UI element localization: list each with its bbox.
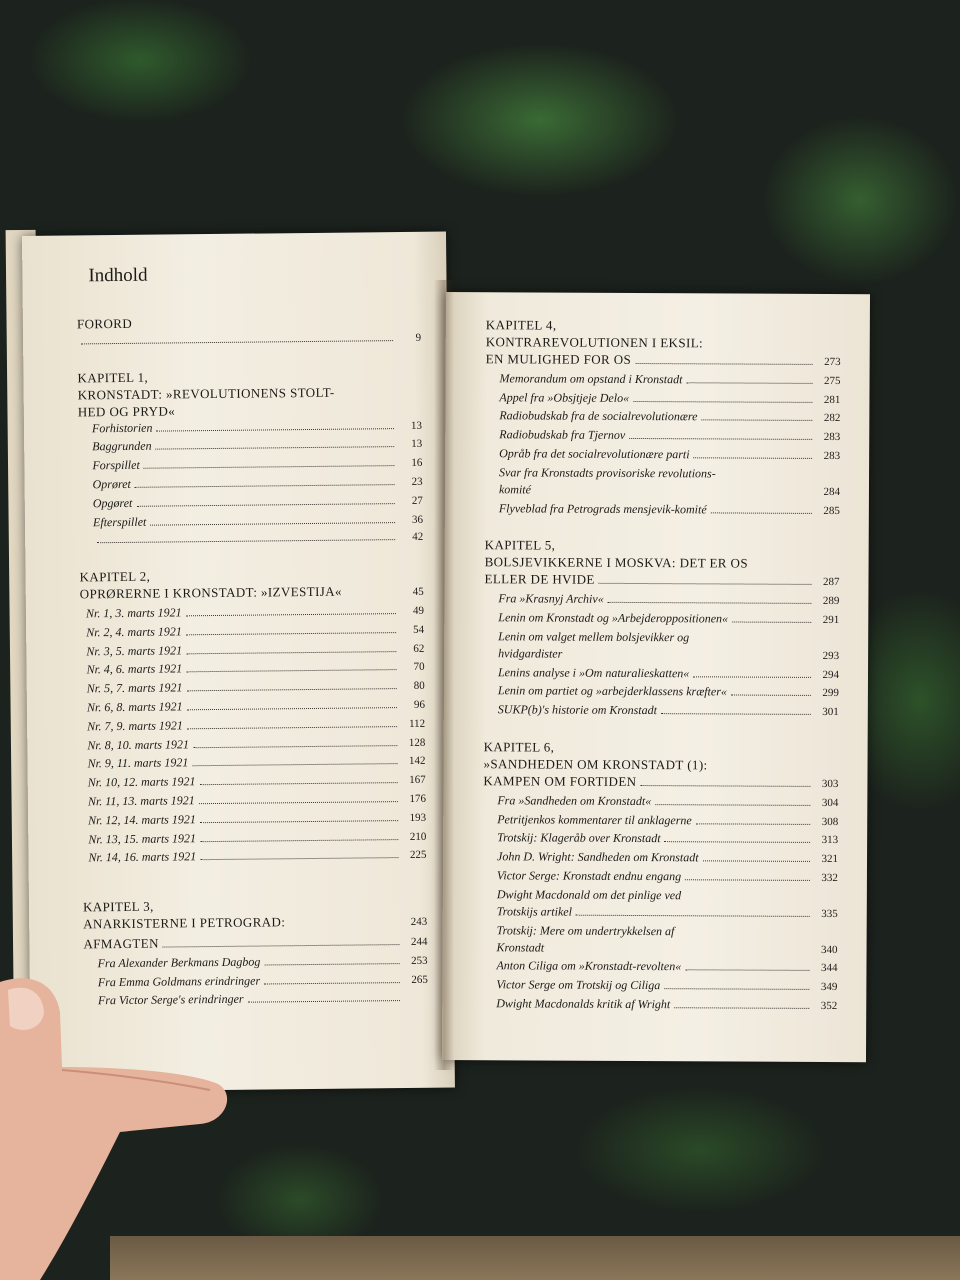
toc-row (483, 811, 838, 832)
page-number: 42 (412, 531, 424, 544)
leader-dots (608, 602, 812, 604)
entry-label: Opråb fra det socialrevolutionære parti (499, 446, 690, 462)
toc-row (483, 867, 838, 888)
page-number: 332 (821, 871, 838, 884)
page-number: 291 (822, 613, 840, 627)
leader-dots (200, 857, 398, 860)
toc-row (485, 500, 840, 521)
page-number: 352 (820, 999, 838, 1012)
entry-label: Fra »Sandheden om Kronstadt« (497, 793, 652, 808)
chapter-title-line: BOLSJEVIKKERNE I MOSKVA: DET ER OS (484, 554, 749, 571)
entry-label: Victor Serge: Kronstadt endnu engang (496, 868, 682, 884)
entry-label: Kronstadt (496, 939, 545, 955)
chapter-6-entries (483, 792, 838, 888)
wrapped-entry-line: Dwight Macdonald om det pinlige ved (496, 887, 682, 902)
entry-label: FORORD (76, 315, 133, 332)
page-number: 299 (822, 687, 839, 700)
entry-label: komité (498, 482, 532, 497)
leader-dots (187, 707, 397, 710)
leader-dots (686, 382, 812, 384)
toc-row (485, 445, 840, 466)
page-number: 244 (410, 935, 428, 948)
page-number: 16 (411, 457, 423, 470)
entry-label: Fra Victor Serge's erindringer (97, 992, 244, 1008)
leader-dots (186, 651, 396, 654)
toc-row (482, 958, 837, 979)
leader-dots (696, 823, 810, 825)
toc-row (82, 846, 426, 868)
chapter-6 (482, 738, 838, 1016)
entry-label: Lenin om Kronstadt og »Arbejderoppositionen« (498, 610, 729, 626)
leader-dots (640, 785, 810, 787)
leader-dots (186, 688, 396, 691)
page-number: 193 (409, 811, 427, 824)
leader-dots (186, 632, 396, 635)
page-number: 265 (411, 973, 428, 986)
entry-label: Flyveblad fra Petrograds mensjevik-komité (498, 500, 707, 516)
leader-dots (703, 860, 810, 862)
chapter-title-line: HED OG PRYD« (77, 403, 176, 420)
wrapped-entry-line: Lenin om valget mellem bolsjevikker og (498, 629, 690, 645)
leader-dots (200, 820, 398, 823)
entry-label: Baggrunden (92, 439, 152, 454)
spacer (289, 925, 399, 926)
chapter-6-entries (482, 958, 837, 1016)
page-number: 283 (823, 449, 841, 463)
entry-label: Nr. 1, 3. marts 1921 (85, 605, 182, 621)
leader-dots (664, 988, 809, 990)
entry-label: Oprøret (92, 476, 131, 492)
toc-row (483, 848, 838, 869)
leader-dots (701, 420, 812, 422)
chapter-number: KAPITEL 2, (79, 568, 151, 585)
toc-row (482, 995, 837, 1016)
toc-row (485, 370, 840, 391)
entry-label: Nr. 9, 11. marts 1921 (87, 755, 189, 771)
page-number: 167 (409, 773, 426, 787)
toc-row (485, 426, 840, 447)
entry-label: Appel fra »Obsjtjeje Delo« (499, 389, 630, 405)
toc-row (484, 664, 839, 685)
leader-dots (674, 1007, 809, 1009)
page-number: 301 (822, 706, 839, 719)
entry-label: Fra »Krasnyj Archiv« (498, 591, 604, 607)
page-number: 13 (410, 419, 423, 432)
chapter-4-entries (485, 370, 840, 466)
page-number: 210 (409, 830, 427, 843)
page-number: 23 (411, 475, 423, 488)
toc-row (485, 481, 840, 502)
entry-label: Radiobudskab fra Tjernov (499, 427, 626, 443)
leader-dots (576, 914, 810, 916)
entry-label: Opgøret (92, 495, 133, 511)
entry-label: Nr. 11, 13. marts 1921 (87, 793, 195, 809)
toc-row (483, 792, 838, 813)
entry-label: John D. Wright: Sandheden om Kronstadt (497, 849, 699, 865)
entry-label: Fra Alexander Berkmans Dagbog (97, 954, 261, 970)
toc-row (77, 330, 421, 351)
page-number: 308 (821, 815, 839, 828)
leader-dots (655, 804, 810, 806)
leader-dots (685, 970, 809, 972)
page-number: 96 (413, 698, 425, 711)
toc-row (483, 772, 838, 794)
chapter-title-line: EN MULIGHED FOR OS (485, 351, 632, 367)
entry-label: hvidgardister (498, 646, 563, 661)
entry-label: Nr. 5, 7. marts 1921 (86, 680, 183, 696)
page-number: 13 (411, 438, 423, 451)
right-page (442, 292, 870, 1062)
page-number: 294 (822, 668, 840, 681)
leader-dots (193, 745, 397, 748)
page-number: 287 (822, 576, 840, 589)
page-number: 349 (820, 981, 838, 994)
entry-label: Nr. 14, 16. marts 1921 (88, 849, 197, 865)
chapter-title-line: KAMPEN OM FORTIDEN (483, 773, 637, 789)
leader-dots (199, 782, 397, 785)
page-number: 9 (415, 331, 422, 344)
leader-dots (199, 801, 398, 804)
leader-dots (661, 713, 811, 715)
leader-dots (711, 512, 812, 514)
entry-label: Nr. 7, 9. marts 1921 (87, 718, 183, 734)
entry-label: Fra Emma Goldmans erindringer (97, 973, 261, 989)
page-number: 321 (821, 853, 839, 866)
entry-label: Dwight Macdonalds kritik af Wright (496, 996, 671, 1012)
page-number: 285 (823, 504, 840, 517)
entry-label: Forspillet (92, 457, 140, 473)
entry-label: Nr. 10, 12. marts 1921 (87, 774, 196, 790)
toc-heading: Indhold (88, 264, 148, 287)
leader-dots (732, 621, 811, 622)
left-page-content (76, 262, 428, 1029)
page-number: 27 (411, 494, 423, 507)
entry-label: Memorandum om opstand i Kronstadt (499, 371, 683, 387)
page-number: 112 (408, 717, 426, 730)
page-number: 281 (823, 393, 841, 406)
page-number: 80 (413, 679, 425, 693)
chapter-2-entries (80, 602, 427, 869)
chapter-1-entries (78, 416, 423, 550)
entry-label: Nr. 13, 15. marts 1921 (88, 830, 197, 846)
entry-label: Trotskij: Klageråb over Kronstadt (497, 830, 661, 846)
page-number: 344 (820, 962, 838, 975)
left-page (22, 232, 455, 1092)
page-number: 253 (411, 954, 428, 967)
leader-dots (150, 522, 395, 526)
leader-dots (136, 503, 394, 507)
chapter-5 (484, 537, 840, 722)
page-number: 282 (823, 412, 841, 425)
leader-dots (200, 839, 398, 842)
chapter-title-line: KONTRAREVOLUTIONEN I EKSIL: (485, 334, 704, 351)
chapter-number: KAPITEL 5, (484, 537, 556, 553)
page-number: 283 (823, 431, 841, 444)
toc-row (482, 976, 837, 997)
page-number: 335 (821, 907, 838, 920)
toc-row (484, 609, 839, 630)
leader-dots (163, 944, 400, 947)
toc-row (484, 701, 839, 722)
toc-row (484, 590, 839, 611)
toc-row (486, 350, 841, 372)
leader-dots (633, 401, 812, 403)
leader-dots (264, 963, 399, 965)
chapter-title-line: KRONSTADT: »REVOLUTIONENS STOLT- (77, 384, 335, 403)
book-gutter (434, 280, 454, 1070)
page-number: 128 (408, 736, 426, 749)
toc-row (484, 571, 839, 593)
chapter-title-line: AFMAGTEN (83, 935, 159, 952)
leader-dots (186, 613, 396, 616)
leader-dots (248, 1000, 400, 1003)
entry-label: SUKP(b)'s historie om Kronstadt (497, 702, 657, 718)
chapter-number: KAPITEL 4, (485, 317, 557, 333)
chapter-number: KAPITEL 1, (77, 369, 149, 386)
entry-label: Forhistorien (91, 420, 153, 435)
entry-label: Nr. 2, 4. marts 1921 (86, 624, 182, 640)
leader-dots (97, 539, 395, 543)
leader-dots (629, 438, 812, 440)
table-edge (110, 1236, 960, 1280)
hand-image (0, 972, 230, 1280)
toc-row (483, 903, 838, 924)
leader-dots (144, 465, 395, 469)
chapter-1 (77, 365, 423, 550)
leader-dots (599, 583, 812, 585)
page-number: 303 (821, 777, 839, 791)
entry-label: Anton Ciliga om »Kronstadt-revolten« (496, 958, 682, 974)
leader-dots (135, 484, 395, 488)
entry-label: Nr. 8, 10. marts 1921 (87, 736, 190, 752)
entry-label: Lenins analyse i »Om naturalieskatten« (497, 664, 690, 680)
page-number: 142 (408, 755, 426, 768)
chapter-5-entries (484, 664, 839, 722)
leader-dots (187, 726, 397, 729)
page-number: 36 (411, 513, 424, 526)
chapter-5-entries (484, 590, 839, 629)
entry-label: Victor Serge om Trotskij og Ciliga (496, 977, 661, 993)
leader-dots (731, 695, 811, 696)
page-number: 70 (413, 661, 425, 674)
entry-label: Radiobudskab fra de socialrevolutionære (499, 408, 698, 424)
leader-dots (693, 676, 811, 678)
page-number: 284 (823, 485, 840, 498)
entry-label: Trotskijs artikel (496, 904, 573, 919)
chapter-number: KAPITEL 3, (82, 898, 154, 915)
leader-dots (685, 879, 810, 881)
spacer (566, 657, 811, 658)
page-number: 313 (821, 834, 839, 847)
chapter-title-line: »SANDHEDEN OM KRONSTADT (1): (483, 756, 708, 773)
toc-row (483, 939, 838, 960)
chapter-number: KAPITEL 6, (483, 739, 555, 755)
page-number: 54 (413, 623, 425, 636)
leader-dots (192, 763, 397, 766)
page-number: 340 (821, 943, 838, 956)
leader-dots (635, 363, 812, 365)
entry-label: Nr. 6, 8. marts 1921 (86, 699, 183, 715)
leader-dots (156, 428, 394, 431)
right-page-content (482, 316, 841, 1034)
page-number: 293 (822, 649, 840, 662)
entry-label: Lenin om partiet og »arbejderklassens kræfter« (497, 683, 727, 699)
spacer (346, 595, 396, 596)
toc-row (483, 830, 838, 851)
chapter-title-line: ELLER DE HVIDE (484, 571, 595, 588)
page-number: 289 (822, 595, 840, 608)
toc-row (485, 389, 840, 410)
toc-row (484, 683, 839, 704)
chapter-4 (485, 316, 841, 520)
leader-dots (694, 457, 813, 459)
page-number: 49 (412, 604, 425, 617)
leader-dots (156, 447, 395, 450)
entry-label: Nr. 3, 5. marts 1921 (86, 642, 183, 658)
page-number: 273 (824, 355, 841, 369)
page-number: 62 (413, 642, 425, 655)
page-number: 176 (409, 792, 426, 805)
entry-label: Petritjenkos kommentarer til anklagerne (497, 811, 692, 827)
page-number: 225 (409, 849, 427, 862)
spacer (548, 951, 809, 952)
wrapped-entry-line: Svar fra Kronstadts provisoriske revolutions- (499, 465, 716, 481)
leader-dots (665, 841, 811, 843)
wrapped-entry-line: Trotskij: Mere om undertrykkelsen af (496, 922, 675, 938)
foreword-entry (77, 312, 421, 351)
chapter-title-line: ANARKISTERNE I PETROGRAD: (83, 914, 286, 932)
leader-dots (81, 340, 393, 344)
entry-label: Nr. 12, 14. marts 1921 (88, 811, 196, 828)
page-number: 275 (824, 374, 841, 387)
toc-row (79, 529, 423, 550)
page-number: 243 (410, 915, 428, 929)
page-number: 45 (412, 585, 424, 599)
leader-dots (264, 982, 400, 984)
leader-dots (186, 669, 396, 672)
entry-label: Efterspillet (92, 514, 147, 529)
chapter-2 (79, 565, 426, 869)
toc-row (485, 408, 840, 429)
toc-row (484, 645, 839, 666)
chapter-title: OPRØRERNE I KRONSTADT: »IZVESTIJA« (79, 583, 342, 602)
page-number: 304 (821, 796, 839, 809)
entry-label: Nr. 4, 6. marts 1921 (86, 661, 183, 677)
spacer (535, 493, 812, 494)
